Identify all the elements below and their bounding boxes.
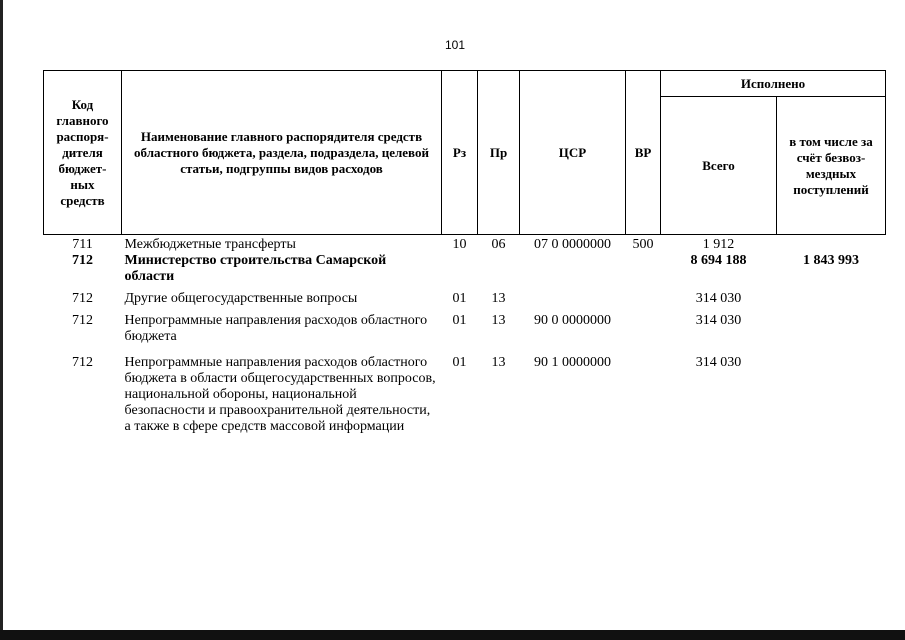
cell-grants: 1 843 993: [803, 253, 859, 268]
cell-vr: [626, 307, 661, 345]
cell-total: 314 030: [695, 355, 742, 370]
cell-rz: 01: [452, 291, 467, 306]
cell-total: 1 912: [702, 237, 735, 252]
cell-total: 314 030: [695, 291, 742, 306]
cell-csr: 90 1 0000000: [534, 355, 611, 370]
cell-name: Межбюджетные трансферты: [124, 237, 296, 252]
cell-rz: 10: [452, 237, 467, 252]
cell-csr: [520, 285, 626, 307]
cell-name: Непрограммные направления расходов областного бюджета в области общегосударственных вопросов, национальной обороны, национальной безопасности и правоохранительной деятельности, а также в сфере средств массовой информации: [124, 355, 436, 434]
table-row: [44, 307, 886, 345]
cell-code: 712: [72, 291, 93, 306]
cell-rz: 01: [452, 355, 467, 370]
header-executed: Исполнено: [661, 71, 886, 97]
cell-pr: 13: [491, 355, 506, 370]
cell-pr: 13: [491, 291, 506, 306]
cell-code: 712: [72, 253, 93, 268]
table-row: [44, 285, 886, 307]
cell-rz: 01: [452, 313, 467, 328]
cell-grants: [777, 307, 886, 345]
header-rz: Рз: [442, 71, 478, 235]
cell-code: 712: [72, 355, 93, 370]
page-number: 101: [444, 38, 466, 52]
table-row: [44, 253, 886, 285]
cell-vr: 500: [632, 237, 654, 252]
cell-name: Министерство строительства Самарской области: [124, 253, 387, 284]
header-including-grants: в том числе за счёт безвоз-мездных поступлений: [777, 97, 886, 235]
cell-csr: 90 0 0000000: [534, 313, 611, 328]
cell-total: 314 030: [695, 313, 742, 328]
cell-code: 711: [72, 237, 93, 252]
header-csr: ЦСР: [520, 71, 626, 235]
scan-edge-bottom: [0, 630, 905, 640]
cell-rz: [442, 253, 478, 285]
table-row: [44, 235, 886, 254]
header-pr: Пр: [478, 71, 520, 235]
scan-edge-left: [0, 0, 3, 632]
cell-pr: 13: [491, 313, 506, 328]
cell-total: 8 694 188: [690, 253, 747, 268]
cell-code: 712: [72, 313, 93, 328]
cell-grants: [777, 345, 886, 435]
table-body: [44, 235, 886, 436]
header-code: Код главного распоря-дителя бюджет-ных средств: [44, 71, 122, 235]
header-name: Наименование главного распорядителя средств областного бюджета, раздела, подраздела, целевой статьи, подгруппы видов расходов: [122, 71, 442, 235]
budget-table: [43, 70, 886, 435]
cell-grants: [777, 235, 886, 254]
table-row: [44, 345, 886, 435]
cell-csr: [520, 253, 626, 285]
cell-pr: 06: [491, 237, 506, 252]
cell-vr: [626, 345, 661, 435]
cell-grants: [777, 285, 886, 307]
cell-vr: [626, 285, 661, 307]
header-total: Всего: [661, 97, 777, 235]
cell-name: Непрограммные направления расходов областного бюджета: [124, 313, 428, 344]
table-header: [44, 71, 886, 235]
cell-pr: [478, 253, 520, 285]
cell-vr: [626, 253, 661, 285]
header-vr: ВР: [626, 71, 661, 235]
cell-csr: 07 0 0000000: [534, 237, 611, 252]
cell-name: Другие общегосударственные вопросы: [124, 291, 358, 306]
